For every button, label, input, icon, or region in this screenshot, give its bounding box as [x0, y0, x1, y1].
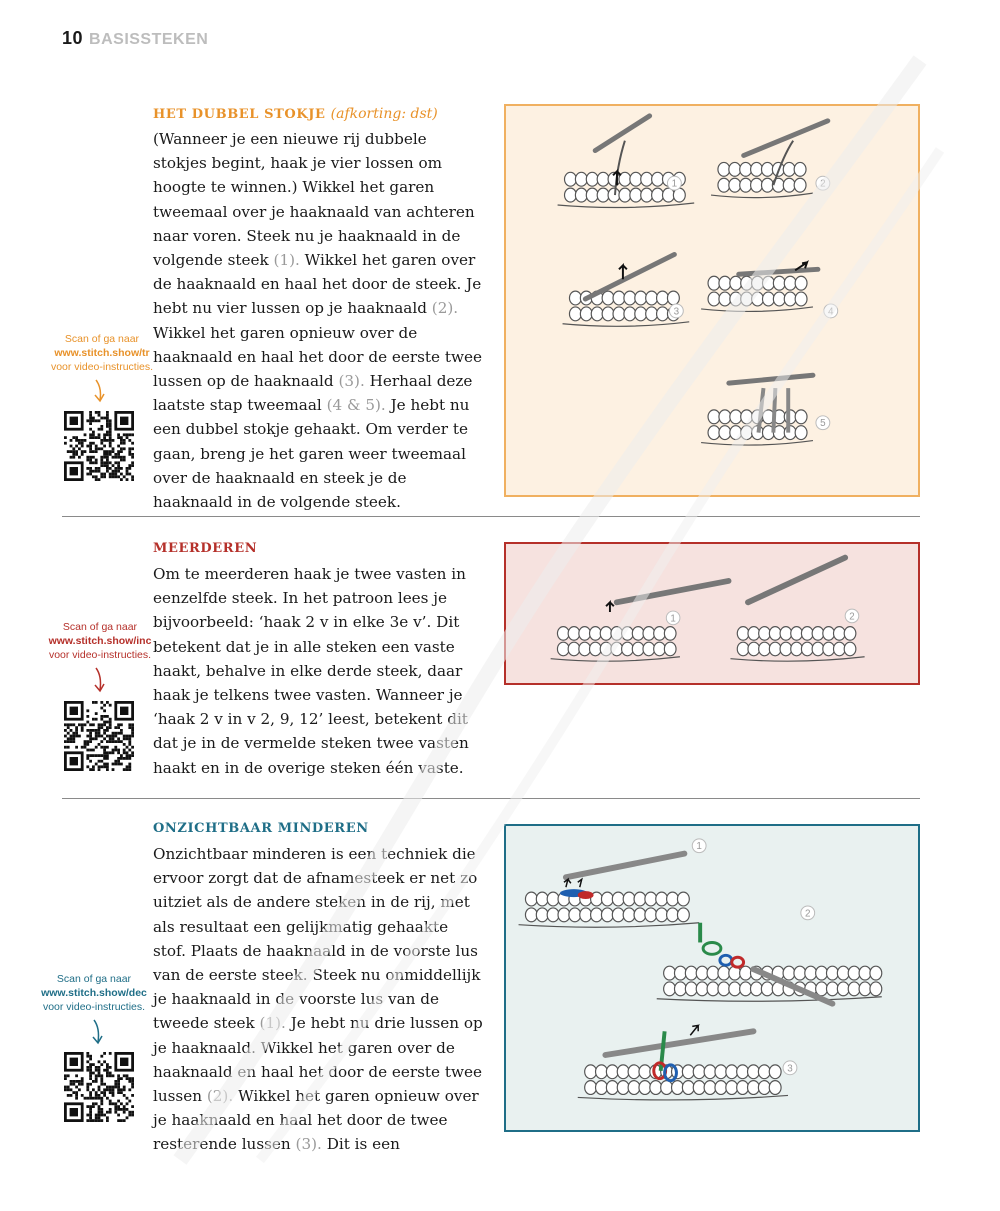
scan-url[interactable]: www.stitch.show/dec [41, 987, 147, 999]
svg-text:1: 1 [671, 178, 678, 190]
section-title-meerderen [153, 541, 257, 556]
figure-onzichtbaar-minderen [504, 824, 920, 1132]
scan-line: voor video-instructies. [42, 1001, 146, 1013]
section-title-text: ONZICHTBAAR MINDEREN [153, 821, 369, 836]
scan-line: Scan of ga naar [56, 973, 132, 985]
section-title-onzichtbaar-minderen [153, 821, 369, 836]
step-1-illustration [519, 854, 700, 928]
paragraph-text: Dit is een [321, 1135, 400, 1154]
figure-meerderen [504, 542, 920, 685]
step-2-illustration [730, 558, 864, 662]
svg-text:4: 4 [828, 306, 834, 318]
scan-note-tr [37, 332, 167, 374]
step-number-label [692, 839, 706, 853]
step-4-illustration [701, 262, 818, 311]
paragraph-text: Wikkel het garen opnieuw over je haaknaald en haal het door de twee resterende lussen [153, 1087, 479, 1154]
arrow-down-icon [90, 1018, 106, 1046]
qr-code-icon[interactable] [64, 1052, 134, 1122]
scan-url[interactable]: www.stitch.show/inc [48, 635, 152, 647]
figure-dubbel-stokje [504, 104, 920, 497]
scan-note-inc [35, 620, 165, 662]
divider [62, 798, 920, 799]
step-2-illustration [711, 121, 828, 198]
step-ref: (4 & 5). [326, 396, 386, 415]
step-number-label [801, 906, 815, 920]
svg-text:2: 2 [820, 178, 826, 190]
step-number-label [783, 1061, 797, 1075]
qr-code-icon[interactable] [64, 411, 134, 481]
step-ref: (1). [273, 251, 300, 270]
step-1-illustration [558, 116, 695, 208]
step-3-illustration [578, 1025, 788, 1100]
scan-note-dec [29, 972, 159, 1014]
svg-text:3: 3 [673, 306, 680, 318]
step-number-label [666, 611, 680, 625]
qr-code-icon[interactable] [64, 701, 134, 771]
step-ref: (2). [431, 299, 459, 318]
paragraph-onzichtbaar-minderen [153, 842, 483, 1157]
abbreviation: (afkorting: dst) [330, 106, 438, 122]
svg-text:3: 3 [787, 1063, 793, 1075]
step-number-label [816, 176, 830, 190]
step-number-label [669, 304, 683, 318]
page-header [62, 28, 208, 49]
scan-line: Scan of ga naar [62, 621, 138, 633]
paragraph-dubbel-stokje [153, 127, 483, 514]
section-title-text: MEERDEREN [153, 541, 258, 556]
svg-text:5: 5 [820, 418, 826, 430]
section-title-text: HET DUBBEL STOKJE [153, 107, 326, 122]
scan-line: Scan of ga naar [64, 333, 140, 345]
scan-line: voor video-instructies. [50, 361, 154, 373]
paragraph-text: Wikkel het garen over de haaknaald en haal het door de steek. Je hebt nu vier lussen op je haaknaald [153, 251, 482, 318]
paragraph-text: Onzichtbaar minderen is een techniek die ervoor zorgt dat de afnamesteek er net zo uitziet als de andere steken in de rij, met als resultaat een gelijkmatig gehaakte stof. Plaats de haaknaald in de voorste lus van de eerste steek. Steek nu onmiddellijk je haaknaald in de voorste lus van de tweede steek [153, 845, 481, 1033]
section-name: BASISSTEKEN [89, 31, 209, 48]
step-ref: (3). [338, 372, 365, 391]
paragraph-text: Wikkel het garen opnieuw over de haaknaald en haal het door de eerste twee lussen op de haaknaald [153, 323, 482, 391]
section-title-dubbel-stokje [153, 106, 438, 122]
arrow-down-icon [92, 378, 108, 404]
arrow-down-icon [92, 666, 108, 694]
paragraph-text: (Wanneer je een nieuwe rij dubbele stokjes begint, haak je vier lossen om hoogte te winnen.) Wikkel het garen tweemaal over je haaknaald van achteren naar voren. Steek nu je haaknaald in de volgende steek [153, 130, 475, 270]
step-1-illustration [551, 581, 729, 661]
page-number: 10 [62, 28, 84, 48]
step-5-illustration [701, 375, 813, 445]
step-number-label [845, 609, 859, 623]
step-number-label [816, 416, 830, 430]
svg-text:1: 1 [696, 841, 702, 853]
paragraph-text: Je hebt nu drie lussen op je haaknaald. Wikkel het garen over de haaknaald en haal het door de eerste twee lussen [153, 1014, 483, 1106]
paragraph-meerderen: Om te meerderen haak je twee vasten in eenzelfde steek. In het patroon lees je bijvoorbeeld: ‘haak 2 v in elke 3e v’. Dit betekent dat je in alle steken een vaste haakt, behalve in elke derde steek, daar haak je telkens twee vasten. Wanneer je ‘haak 2 v in v 2, 9, 12’ leest, betekent dit dat je in de vermelde steken twee vasten haakt en in de overige steken één vaste. [153, 565, 469, 777]
step-number-label [824, 304, 838, 318]
step-ref: (3). [295, 1135, 322, 1154]
svg-text:2: 2 [804, 908, 811, 920]
step-ref: (2). [206, 1087, 234, 1106]
paragraph-text: Je hebt nu een dubbel stokje gehaakt. Om verder te gaan, breng je het garen weer tweemaal over de haaknaald en steek je de haaknaald in de volgende steek. [153, 396, 470, 512]
divider [62, 516, 920, 517]
paragraph-text: Herhaal deze laatste stap tweemaal [153, 372, 473, 415]
step-number-label [667, 176, 681, 190]
step-3-illustration [563, 254, 690, 326]
svg-text:2: 2 [849, 611, 855, 623]
step-ref: (1). [259, 1014, 286, 1033]
step-2-illustration [657, 923, 882, 1004]
scan-url[interactable]: www.stitch.show/tr [54, 347, 150, 359]
scan-line: voor video-instructies. [48, 649, 152, 661]
svg-text:1: 1 [670, 613, 676, 625]
